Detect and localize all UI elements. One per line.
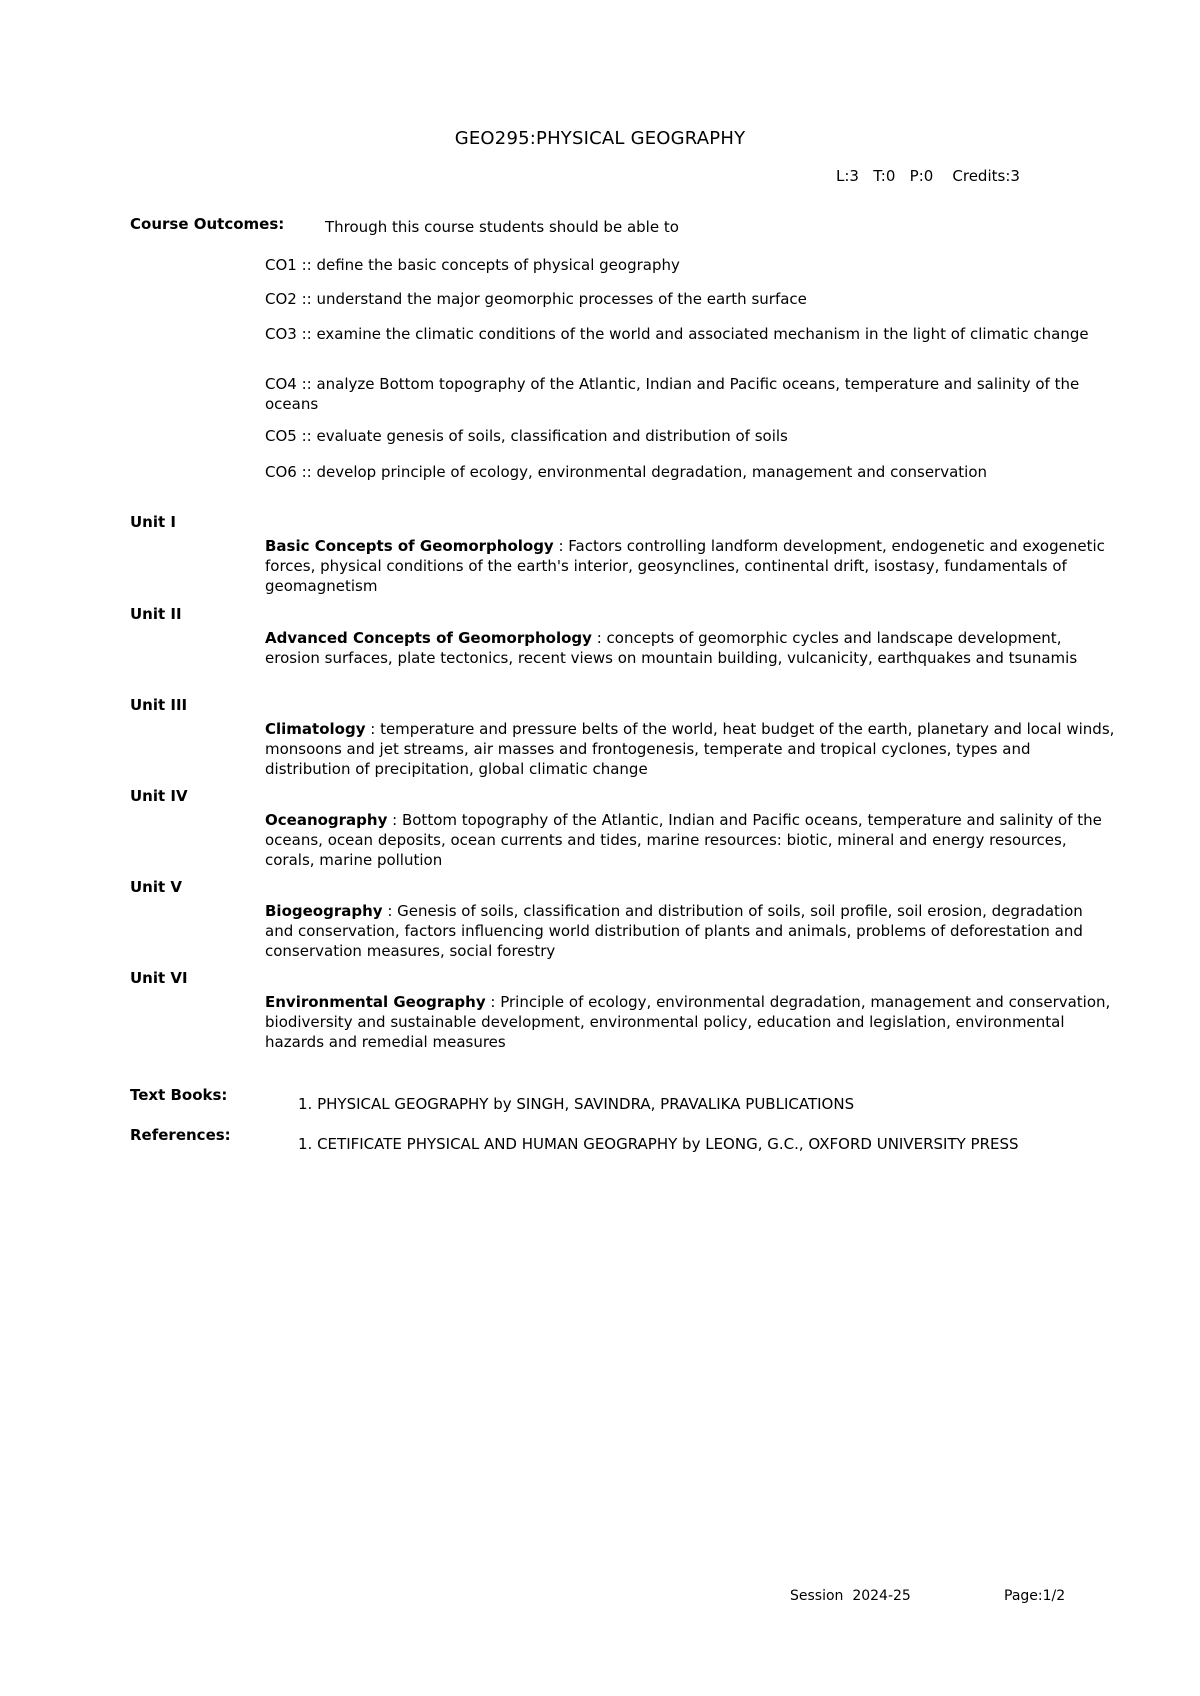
references-label: References: — [130, 1126, 231, 1144]
unit-label: Unit VI — [130, 969, 188, 987]
unit-description: : Principle of ecology, environmental degradation, management and conservation, biodiversity and sustainable development, environmental policy, education and legislation, environmental hazards and remedial measures — [265, 993, 1111, 1051]
reference-item: 1. CETIFICATE PHYSICAL AND HUMAN GEOGRAPHY by LEONG, G.C., OXFORD UNIVERSITY PRESS — [298, 1135, 1019, 1153]
unit-label: Unit III — [130, 696, 188, 714]
course-outcome-2: CO2 :: understand the major geomorphic processes of the earth surface — [265, 290, 807, 308]
unit-description: : Genesis of soils, classification and distribution of soils, soil profile, soil erosion, degradation and conservation, factors influencing world distribution of plants and animals, problems of deforestation and conservation measures, social forestry — [265, 902, 1083, 960]
unit-content — [265, 901, 1115, 961]
credits-line: L:3 T:0 P:0 Credits:3 — [836, 167, 1020, 185]
unit-label: Unit I — [130, 513, 176, 531]
unit-content — [265, 810, 1115, 870]
course-outcome-1: CO1 :: define the basic concepts of physical geography — [265, 256, 680, 274]
unit-label: Unit V — [130, 878, 183, 896]
course-title: GEO295:PHYSICAL GEOGRAPHY — [454, 128, 746, 149]
unit-label: Unit IV — [130, 787, 188, 805]
course-outcome-5: CO5 :: evaluate genesis of soils, classification and distribution of soils — [265, 427, 788, 445]
unit-topic: Climatology — [265, 720, 366, 738]
unit-content — [265, 992, 1115, 1052]
unit-content — [265, 628, 1115, 668]
text-book-item: 1. PHYSICAL GEOGRAPHY by SINGH, SAVINDRA, PRAVALIKA PUBLICATIONS — [298, 1095, 855, 1113]
course-outcomes-label: Course Outcomes: — [130, 215, 285, 233]
unit-topic: Biogeography — [265, 902, 383, 920]
unit-description: : Bottom topography of the Atlantic, Indian and Pacific oceans, temperature and salinity of the oceans, ocean deposits, ocean currents and tides, marine resources: biotic, mineral and energy resources, corals, marine pollution — [265, 811, 1102, 869]
unit-content — [265, 536, 1115, 596]
unit-description: : temperature and pressure belts of the world, heat budget of the earth, planetary and local winds, monsoons and jet streams, air masses and frontogenesis, temperate and tropical cyclones, types and distribution of precipitation, global climatic change — [265, 720, 1115, 778]
unit-content — [265, 719, 1115, 779]
unit-description: : Factors controlling landform development, endogenetic and exogenetic forces, physical conditions of the earth's interior, geosynclines, continental drift, isostasy, fundamentals of geomagnetism — [265, 537, 1105, 595]
unit-description: : concepts of geomorphic cycles and landscape development, erosion surfaces, plate tectonics, recent views on mountain building, vulcanicity, earthquakes and tsunamis — [265, 629, 1078, 667]
unit-topic: Advanced Concepts of Geomorphology — [265, 629, 592, 647]
page-number: Page:1/2 — [1004, 1588, 1066, 1604]
unit-topic: Environmental Geography — [265, 993, 486, 1011]
unit-label: Unit II — [130, 605, 182, 623]
course-outcomes-intro: Through this course students should be able to — [325, 218, 679, 236]
session-label: Session 2024-25 — [790, 1588, 911, 1604]
course-outcome-3: CO3 :: examine the climatic conditions of the world and associated mechanism in the light of climatic change — [265, 325, 1089, 343]
text-books-label: Text Books: — [130, 1086, 228, 1104]
course-outcome-4: CO4 :: analyze Bottom topography of the Atlantic, Indian and Pacific oceans, temperature and salinity of the oceans — [265, 375, 1080, 413]
course-outcome-6: CO6 :: develop principle of ecology, environmental degradation, management and conservation — [265, 463, 988, 481]
unit-topic: Oceanography — [265, 811, 388, 829]
unit-topic: Basic Concepts of Geomorphology — [265, 537, 554, 555]
